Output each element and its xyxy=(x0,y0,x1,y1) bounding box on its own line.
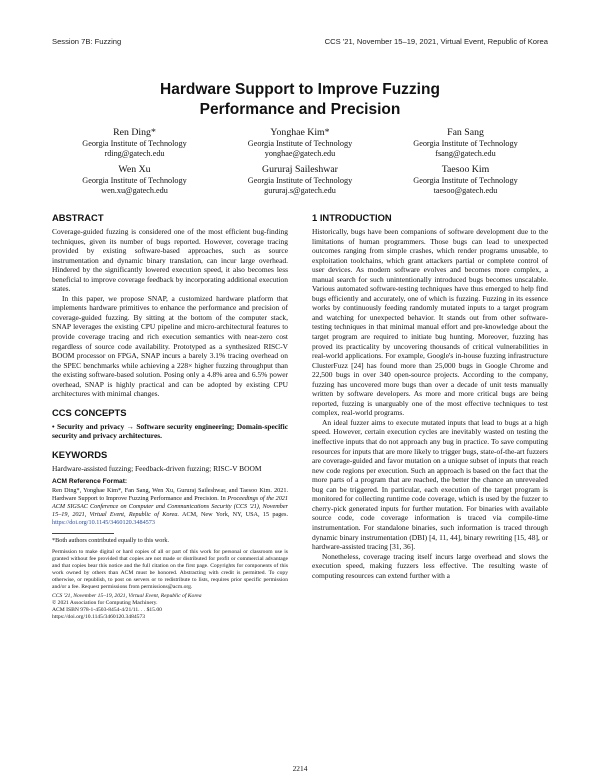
author-block xyxy=(52,127,548,201)
author-affiliation: Georgia Institute of Technology xyxy=(247,176,353,185)
paper-title xyxy=(0,80,600,120)
acm-reference xyxy=(52,487,288,527)
abstract-paragraph-2: In this paper, we propose SNAP, a customized hardware platform that implements hardware primitives to enhance the performance and precision of coverage-guided fuzzing. By sitting at the bottom of the computer stack, SNAP leverages the existing CPU pipeline and micro-architectural features to provide coverage tracing and rich execution semantics with near-zero cost regardless of source code availability. Prototyped as a synthesized RISC-V BOOM processor on FPGA, SNAP incurs a barely 3.1% tracing overhead on the SPEC benchmarks while achieving a 228× higher fuzzing throughput than the existing software-based solution. Posing only a 4.8% area and 6.5% power overhead, SNAP is highly practical and can be adopted by existing CPU architectures with minimal changes. xyxy=(52,293,288,399)
author-email: fsang@gatech.edu xyxy=(435,149,496,158)
title-line-1: Hardware Support to Improve Fuzzing xyxy=(160,81,440,98)
doi-link[interactable]: https://doi.org/10.1145/3460120.3484573 xyxy=(52,519,155,527)
keywords-text: Hardware-assisted fuzzing; Feedback-driven fuzzing; RISC-V BOOM xyxy=(52,463,262,473)
equal-contribution-footnote: *Both authors contributed equally to this work. xyxy=(52,537,170,545)
title-line-2: Performance and Precision xyxy=(199,101,401,118)
author xyxy=(218,127,383,159)
right-column xyxy=(312,212,548,580)
intro-paragraph-1: Historically, bugs have been companions of software development due to the limitations of human programmers. Those bugs can lead to unexpected outcomes ranging from simple crashes, which render programs unusable, to exploitation toolchains, which grant attackers partial or complete control of user devices. As modern software evolves and becomes more complex, a manual search for such unintentionally introduced bugs becomes unscalable. Various automated software-testing techniques have thus emerged to help find bugs efficiently and accurately, one of which is fuzzing. Fuzzing in its essence works by continuously feeding randomly mutated inputs to a target program and watching for unexpected behavior. It stands out from other software-testing techniques in that minimal manual effort and pre-knowledge about the target program are required to initiate bug hunting. Moreover, fuzzing has proved its practicality by uncovering thousands of critical vulnerabilities in real-world applications. For example, Google's in-house fuzzing infrastructure ClusterFuzz [24] has found more than 25,000 bugs in Google Chrome and 22,500 bugs in over 340 open-source projects. According to the company, fuzzing has uncovered more bugs than over a decade of unit tests manually written by software developers. As more and more critical bugs are being reported, fuzzing is unarguably one of the most effective techniques to test complex, real-world programs. xyxy=(312,227,548,418)
running-header-right: CCS '21, November 15–19, 2021, Virtual Event, Republic of Korea xyxy=(324,37,548,46)
author xyxy=(52,127,217,159)
author-name: Fan Sang xyxy=(447,127,484,138)
copyright-notice: © 2021 Association for Computing Machinery. xyxy=(52,600,158,607)
author-affiliation: Georgia Institute of Technology xyxy=(82,176,187,185)
ccs-concepts-text: • Security and privacy → Software security engineering; Domain-specific security and privacy architectures. xyxy=(52,421,288,441)
footnote-divider xyxy=(52,533,114,534)
abstract-paragraph-1: Coverage-guided fuzzing is considered one of the most efficient bug-finding techniques, given its number of bugs reported. However, coverage tracing provided by existing software-based approaches, such as source instrumentation and dynamic binary translation, can incur large overhead. Hindered by the significantly lowered execution speed, it also becomes less beneficial to improve coverage feedback by incorporating additional execution states. xyxy=(52,227,288,294)
author-name: Yonghae Kim* xyxy=(270,127,330,138)
author-email: gururaj.s@gatech.edu xyxy=(264,186,336,195)
author-affiliation: Georgia Institute of Technology xyxy=(413,139,518,148)
running-header-left: Session 7B: Fuzzing xyxy=(52,37,122,46)
introduction-heading: 1 INTRODUCTION xyxy=(312,212,392,223)
author xyxy=(383,127,548,159)
acm-reference-label: ACM Reference Format: xyxy=(52,478,128,486)
left-column xyxy=(52,212,288,621)
author-email: wen.xu@gatech.edu xyxy=(101,186,168,195)
intro-paragraph-3: Nonetheless, coverage tracing itself incurs large overhead and slows the execution speed, making fuzzers less effective. The resulting waste of computing resources can extend further with a xyxy=(312,551,548,580)
abstract-heading: ABSTRACT xyxy=(52,212,104,223)
permission-notice: Permission to make digital or hard copies of all or part of this work for personal or classroom use is granted without fee provided that copies are not made or distributed for profit or commercial advantage and that copies bear this notice and the full citation on the first page. Copyrights for components of this work owned by others than ACM must be honored. Abstracting with credit is permitted. To copy otherwise, or republish, to post on servers or to redistribute to lists, requires prior specific permission and/or a fee. Request permissions from permissions@acm.org. xyxy=(52,549,288,591)
author-email: yonghae@gatech.edu xyxy=(264,149,336,158)
author-affiliation: Georgia Institute of Technology xyxy=(413,176,518,185)
author xyxy=(52,164,217,196)
author-affiliation: Georgia Institute of Technology xyxy=(247,139,353,148)
author xyxy=(218,164,383,196)
author-email: rding@gatech.edu xyxy=(104,149,165,158)
keywords-heading: KEYWORDS xyxy=(52,448,108,460)
author-row xyxy=(52,127,548,159)
isbn: ACM ISBN 978-1-4503-8454-4/21/11. . . $15.00 xyxy=(52,607,162,614)
author-name: Wen Xu xyxy=(118,164,151,175)
acm-reference-text-end: ACM, New York, NY, USA, 15 pages. xyxy=(179,511,288,519)
acm-reference-venue: Proceedings of the 2021 ACM SIGSAC Conference on Computer and Communications Security (CCS '21), November 15–19, 2021, Virtual Event, Republic of Korea. xyxy=(52,495,288,519)
copyright-doi: https://doi.org/10.1145/3460120.3484573 xyxy=(52,614,146,621)
author-row xyxy=(52,164,548,196)
copyright-venue: CCS '21, November 15–19, 2021, Virtual Event, Republic of Korea xyxy=(52,593,202,600)
author-email: taesoo@gatech.edu xyxy=(433,186,498,195)
page-number: 2214 xyxy=(292,764,308,773)
author-name: Ren Ding* xyxy=(113,127,156,138)
acm-reference-text: Ren Ding*, Yonghae Kim*, Fan Sang, Wen Xu, Gururaj Saileshwar, and Taesoo Kim. 2021. Hardware Support to Improve Fuzzing Performance and Precision. In xyxy=(52,487,288,503)
author xyxy=(383,164,548,196)
author-name: Gururaj Saileshwar xyxy=(262,164,338,175)
author-affiliation: Georgia Institute of Technology xyxy=(82,139,187,148)
ccs-concepts-heading: CCS CONCEPTS xyxy=(52,406,127,418)
author-name: Taesoo Kim xyxy=(441,164,490,175)
intro-paragraph-2: An ideal fuzzer aims to execute mutated inputs that lead to bugs at a high speed. However, certain execution cycles are inevitably wasted on testing the ineffective inputs that do not approach any bug in practice. To save computing resources for inputs that are more likely to trigger bugs, state-of-the-art fuzzers are coverage-guided and favor mutation on a unique subset of inputs that reach new code regions per execution. Such an approach is based on the fact that the more parts of a program that are reached, the better the chance an unrevealed bug can be triggered. In particular, each execution of the target program is monitored for collecting runtime code coverage, which is used by the fuzzer to cherry-pick generated inputs for further mutation. For binaries with available source code, code coverage information is traced via compile-time instrumentation. For standalone binaries, such information is traced through dynamic binary instrumentation (DBI) [4, 11, 44], binary rewriting [15, 48], or hardware-assisted tracing [31, 36]. xyxy=(312,417,548,552)
